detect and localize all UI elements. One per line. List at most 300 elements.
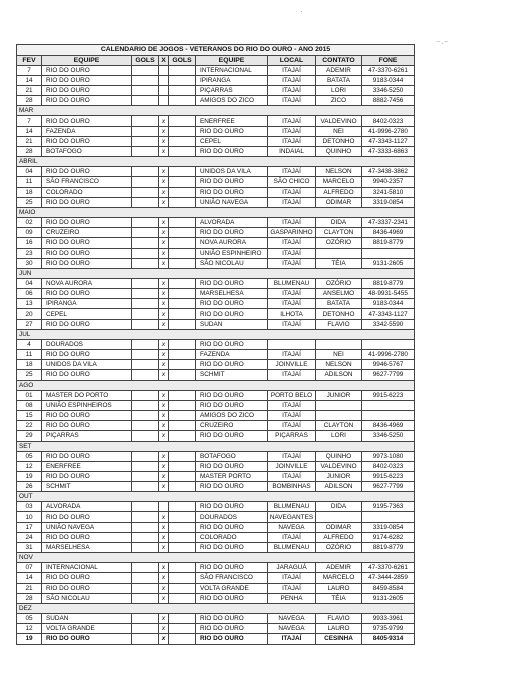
away-goals: [169, 147, 196, 157]
versus-mark: x: [159, 431, 169, 441]
match-day: 21: [17, 136, 42, 146]
match-row: [17, 278, 415, 288]
home-goals: [132, 116, 159, 126]
match-local: ITAJAÍ: [268, 410, 316, 420]
match-row: [17, 177, 415, 187]
away-team: RIO DO OURO: [196, 613, 268, 623]
match-day: 20: [17, 309, 42, 319]
match-contact: NELSON: [316, 167, 362, 177]
match-contact: BATATA: [316, 299, 362, 309]
match-day: 02: [17, 217, 42, 227]
versus-mark: x: [159, 228, 169, 238]
col-versus: X: [159, 55, 169, 65]
match-day: 01: [17, 390, 42, 400]
match-phone: 41-9996-2780: [362, 126, 415, 136]
match-contact: DIDA: [316, 502, 362, 512]
home-goals: [132, 563, 159, 573]
home-goals: [132, 400, 159, 410]
away-goals: [169, 309, 196, 319]
match-contact: [316, 512, 362, 522]
away-goals: [169, 482, 196, 492]
away-goals: [169, 258, 196, 268]
match-contact: MARCELO: [316, 573, 362, 583]
match-row: [17, 400, 415, 410]
home-team: MASTER DO PORTO: [42, 390, 132, 400]
match-row: [17, 431, 415, 441]
home-team: CEPEL: [42, 309, 132, 319]
away-goals: [169, 126, 196, 136]
match-local: ITAJAÍ: [268, 421, 316, 431]
match-day: 19: [17, 471, 42, 481]
versus-mark: x: [159, 258, 169, 268]
home-goals: [132, 360, 159, 370]
match-local: ILHOTA: [268, 309, 316, 319]
match-phone: 8436-4969: [362, 228, 415, 238]
away-team: MASTER PORTO: [196, 471, 268, 481]
home-goals: [132, 238, 159, 248]
versus-mark: x: [159, 421, 169, 431]
away-team: RIO DO OURO: [196, 624, 268, 634]
match-contact: [316, 400, 362, 410]
home-goals: [132, 278, 159, 288]
match-contact: LAURO: [316, 583, 362, 593]
match-row: [17, 421, 415, 431]
home-team: ENERFREE: [42, 461, 132, 471]
away-goals: [169, 96, 196, 106]
home-goals: [132, 136, 159, 146]
match-local: ITAJAÍ: [268, 86, 316, 96]
home-team: RIO DO OURO: [42, 583, 132, 593]
home-goals: [132, 451, 159, 461]
col-home-team: EQUIPE: [42, 55, 132, 65]
match-phone: 9915-6223: [362, 390, 415, 400]
away-goals: [169, 136, 196, 146]
month-label: JUN: [17, 268, 415, 278]
match-contact: ADEMIR: [316, 563, 362, 573]
home-goals: [132, 461, 159, 471]
away-team: RIO DO OURO: [196, 390, 268, 400]
home-goals: [132, 522, 159, 532]
match-phone: 8405-9314: [362, 634, 415, 644]
home-team: RIO DO OURO: [42, 258, 132, 268]
home-goals: [132, 573, 159, 583]
match-day: 28: [17, 96, 42, 106]
versus-mark: [159, 86, 169, 96]
match-phone: 3319-0854: [362, 197, 415, 207]
match-day: 24: [17, 532, 42, 542]
away-goals: [169, 339, 196, 349]
versus-mark: x: [159, 299, 169, 309]
match-phone: 9131-2605: [362, 593, 415, 603]
home-goals: [132, 177, 159, 187]
away-team: BOTAFOGO: [196, 451, 268, 461]
away-team: CRUZEIRO: [196, 421, 268, 431]
match-local: NAVEGANTES: [268, 512, 316, 522]
versus-mark: x: [159, 593, 169, 603]
match-day: 22: [17, 421, 42, 431]
match-contact: DETONHO: [316, 309, 362, 319]
match-row: [17, 126, 415, 136]
home-team: RIO DO OURO: [42, 421, 132, 431]
match-local: [268, 339, 316, 349]
match-row: [17, 370, 415, 380]
match-row: [17, 147, 415, 157]
match-contact: JUNIOR: [316, 390, 362, 400]
home-goals: [132, 228, 159, 238]
col-away-goals: GOLS: [169, 55, 196, 65]
month-row: [17, 157, 415, 167]
match-phone: 47-3444-2859: [362, 573, 415, 583]
home-team: RIO DO OURO: [42, 136, 132, 146]
versus-mark: x: [159, 471, 169, 481]
match-row: [17, 299, 415, 309]
away-team: UNIÃO ESPINHEIRO: [196, 248, 268, 258]
match-local: ITAJAÍ: [268, 634, 316, 644]
col-month: FEV: [17, 55, 42, 65]
away-goals: [169, 289, 196, 299]
away-goals: [169, 563, 196, 573]
match-day: 12: [17, 624, 42, 634]
month-row: [17, 380, 415, 390]
away-team: RIO DO OURO: [196, 482, 268, 492]
match-day: 18: [17, 360, 42, 370]
match-contact: NELSON: [316, 360, 362, 370]
match-phone: 8402-0323: [362, 116, 415, 126]
match-row: [17, 309, 415, 319]
match-phone: 8402-0323: [362, 461, 415, 471]
match-row: [17, 319, 415, 329]
home-team: VOLTA GRANDE: [42, 624, 132, 634]
match-row: [17, 613, 415, 623]
versus-mark: x: [159, 563, 169, 573]
month-row: [17, 106, 415, 116]
versus-mark: x: [159, 248, 169, 258]
away-team: UNIÃO NAVEGA: [196, 197, 268, 207]
home-goals: [132, 370, 159, 380]
away-team: ALVORADA: [196, 217, 268, 227]
match-local: ITAJAÍ: [268, 217, 316, 227]
versus-mark: x: [159, 278, 169, 288]
versus-mark: x: [159, 360, 169, 370]
away-team: IPIRANGA: [196, 75, 268, 85]
home-team: RIO DO OURO: [42, 248, 132, 258]
match-day: 10: [17, 512, 42, 522]
away-team: RIO DO OURO: [196, 278, 268, 288]
match-day: 03: [17, 502, 42, 512]
match-local: ITAJAÍ: [268, 289, 316, 299]
match-contact: CLAYTON: [316, 421, 362, 431]
match-day: 26: [17, 482, 42, 492]
match-row: [17, 532, 415, 542]
match-row: [17, 289, 415, 299]
match-contact: ODIMAR: [316, 197, 362, 207]
match-local: NAVEGA: [268, 624, 316, 634]
away-goals: [169, 197, 196, 207]
match-local: ITAJAÍ: [268, 299, 316, 309]
match-local: PENHA: [268, 593, 316, 603]
match-phone: 9915-6223: [362, 471, 415, 481]
away-team: AMIGOS DO ZICO: [196, 96, 268, 106]
match-day: 12: [17, 461, 42, 471]
match-local: BLUMENAU: [268, 543, 316, 553]
match-day: 30: [17, 258, 42, 268]
home-team: UNIÃO NAVEGA: [42, 522, 132, 532]
home-goals: [132, 187, 159, 197]
month-row: [17, 553, 415, 563]
home-team: COLORADO: [42, 187, 132, 197]
match-local: ITAJAÍ: [268, 319, 316, 329]
away-team: RIO DO OURO: [196, 309, 268, 319]
home-team: CRUZEIRO: [42, 228, 132, 238]
match-row: [17, 583, 415, 593]
match-row: [17, 75, 415, 85]
away-team: AMIGOS DO ZICO: [196, 410, 268, 420]
away-goals: [169, 461, 196, 471]
away-goals: [169, 238, 196, 248]
match-day: 7: [17, 65, 42, 75]
away-team: RIO DO OURO: [196, 502, 268, 512]
away-team: RIO DO OURO: [196, 299, 268, 309]
match-phone: 9131-2605: [362, 258, 415, 268]
match-phone: [362, 248, 415, 258]
versus-mark: x: [159, 624, 169, 634]
month-label: SET: [17, 441, 415, 451]
home-goals: [132, 126, 159, 136]
month-row: [17, 207, 415, 217]
versus-mark: x: [159, 319, 169, 329]
match-contact: DETONHO: [316, 136, 362, 146]
match-row: [17, 634, 415, 644]
home-team: RIO DO OURO: [42, 238, 132, 248]
away-goals: [169, 278, 196, 288]
home-team: SUDAN: [42, 613, 132, 623]
home-goals: [132, 583, 159, 593]
match-contact: LORI: [316, 86, 362, 96]
month-label: DEZ: [17, 603, 415, 613]
home-team: SÃO NICOLAU: [42, 593, 132, 603]
away-team: FAZENDA: [196, 350, 268, 360]
home-goals: [132, 258, 159, 268]
match-day: 15: [17, 410, 42, 420]
match-day: 25: [17, 370, 42, 380]
away-goals: [169, 410, 196, 420]
match-local: JARAGUÁ: [268, 563, 316, 573]
match-phone: 8819-8779: [362, 278, 415, 288]
match-local: ITAJAÍ: [268, 583, 316, 593]
home-goals: [132, 147, 159, 157]
match-day: 19: [17, 634, 42, 644]
away-goals: [169, 228, 196, 238]
scan-mark: ·: [300, 6, 303, 16]
versus-mark: x: [159, 512, 169, 522]
home-team: FAZENDA: [42, 126, 132, 136]
home-goals: [132, 309, 159, 319]
away-goals: [169, 421, 196, 431]
away-team: COLORADO: [196, 532, 268, 542]
away-goals: [169, 583, 196, 593]
match-contact: DIDA: [316, 217, 362, 227]
versus-mark: x: [159, 147, 169, 157]
away-goals: [169, 167, 196, 177]
match-row: [17, 187, 415, 197]
home-team: RIO DO OURO: [42, 116, 132, 126]
away-goals: [169, 187, 196, 197]
match-phone: [362, 512, 415, 522]
home-goals: [132, 319, 159, 329]
versus-mark: x: [159, 532, 169, 542]
match-contact: ODIMAR: [316, 522, 362, 532]
home-goals: [132, 410, 159, 420]
match-day: 08: [17, 400, 42, 410]
match-row: [17, 563, 415, 573]
match-contact: QUINHO: [316, 147, 362, 157]
home-team: RIO DO OURO: [42, 634, 132, 644]
versus-mark: x: [159, 217, 169, 227]
match-day: 21: [17, 583, 42, 593]
home-team: RIO DO OURO: [42, 319, 132, 329]
away-goals: [169, 471, 196, 481]
match-row: [17, 593, 415, 603]
match-phone: 3346-5250: [362, 86, 415, 96]
home-team: RIO DO OURO: [42, 96, 132, 106]
match-row: [17, 238, 415, 248]
home-team: RIO DO OURO: [42, 350, 132, 360]
match-contact: FLAVIO: [316, 319, 362, 329]
versus-mark: [159, 75, 169, 85]
home-team: RIO DO OURO: [42, 65, 132, 75]
away-goals: [169, 370, 196, 380]
match-contact: VALDEVINO: [316, 461, 362, 471]
match-phone: 41-9996-2780: [362, 350, 415, 360]
match-contact: MARCELO: [316, 177, 362, 187]
home-goals: [132, 593, 159, 603]
match-row: [17, 543, 415, 553]
match-row: [17, 512, 415, 522]
away-team: RIO DO OURO: [196, 543, 268, 553]
match-local: ITAJAÍ: [268, 451, 316, 461]
away-team: DOURADOS: [196, 512, 268, 522]
match-local: ITAJAÍ: [268, 126, 316, 136]
home-goals: [132, 512, 159, 522]
versus-mark: x: [159, 339, 169, 349]
home-goals: [132, 543, 159, 553]
match-local: ITAJAÍ: [268, 400, 316, 410]
away-goals: [169, 431, 196, 441]
match-contact: ANSELMO: [316, 289, 362, 299]
month-label: MAR: [17, 106, 415, 116]
home-team: INTERNACIONAL: [42, 563, 132, 573]
month-row: [17, 603, 415, 613]
versus-mark: x: [159, 187, 169, 197]
away-team: RIO DO OURO: [196, 431, 268, 441]
away-goals: [169, 634, 196, 644]
away-team: NOVA AURORA: [196, 238, 268, 248]
away-team: SCHMIT: [196, 370, 268, 380]
versus-mark: x: [159, 167, 169, 177]
match-day: 05: [17, 451, 42, 461]
match-day: 04: [17, 278, 42, 288]
versus-mark: x: [159, 410, 169, 420]
versus-mark: x: [159, 116, 169, 126]
home-goals: [132, 502, 159, 512]
header-row: [17, 55, 415, 65]
home-goals: [132, 339, 159, 349]
home-team: RIO DO OURO: [42, 532, 132, 542]
home-team: PIÇARRAS: [42, 431, 132, 441]
home-team: SCHMIT: [42, 482, 132, 492]
match-local: ITAJAÍ: [268, 258, 316, 268]
versus-mark: x: [159, 451, 169, 461]
home-team: UNIDOS DA VILA: [42, 360, 132, 370]
match-phone: 9174-6282: [362, 532, 415, 542]
match-local: NAVEGA: [268, 613, 316, 623]
match-day: 14: [17, 126, 42, 136]
match-local: ITAJAÍ: [268, 136, 316, 146]
versus-mark: x: [159, 634, 169, 644]
match-phone: 47-3333-6863: [362, 147, 415, 157]
match-contact: LORI: [316, 431, 362, 441]
match-day: 28: [17, 593, 42, 603]
away-team: RIO DO OURO: [196, 187, 268, 197]
versus-mark: x: [159, 136, 169, 146]
home-goals: [132, 75, 159, 85]
match-phone: 3346-5250: [362, 431, 415, 441]
match-row: [17, 482, 415, 492]
home-team: RIO DO OURO: [42, 451, 132, 461]
home-goals: [132, 471, 159, 481]
away-goals: [169, 451, 196, 461]
match-phone: 8436-4969: [362, 421, 415, 431]
month-label: JUL: [17, 329, 415, 339]
home-team: RIO DO OURO: [42, 289, 132, 299]
home-goals: [132, 532, 159, 542]
versus-mark: x: [159, 289, 169, 299]
month-row: [17, 441, 415, 451]
match-phone: 8819-8779: [362, 543, 415, 553]
versus-mark: x: [159, 522, 169, 532]
home-team: DOURADOS: [42, 339, 132, 349]
versus-mark: x: [159, 461, 169, 471]
col-away-team: EQUIPE: [196, 55, 268, 65]
match-phone: 48-9931-5455: [362, 289, 415, 299]
schedule-table: [16, 44, 415, 645]
home-goals: [132, 624, 159, 634]
versus-mark: x: [159, 309, 169, 319]
match-contact: LAURO: [316, 624, 362, 634]
month-label: NOV: [17, 553, 415, 563]
match-row: [17, 339, 415, 349]
match-contact: CESINHA: [316, 634, 362, 644]
away-goals: [169, 248, 196, 258]
col-phone: FONE: [362, 55, 415, 65]
home-team: RIO DO OURO: [42, 86, 132, 96]
versus-mark: x: [159, 573, 169, 583]
match-day: 11: [17, 350, 42, 360]
match-phone: 47-3337-2341: [362, 217, 415, 227]
match-row: [17, 350, 415, 360]
home-team: RIO DO OURO: [42, 471, 132, 481]
match-row: [17, 461, 415, 471]
away-team: RIO DO OURO: [196, 522, 268, 532]
away-goals: [169, 613, 196, 623]
scan-mark: ⁻·⁻: [436, 38, 449, 48]
versus-mark: x: [159, 543, 169, 553]
versus-mark: x: [159, 238, 169, 248]
away-goals: [169, 177, 196, 187]
match-local: ITAJAÍ: [268, 167, 316, 177]
away-goals: [169, 532, 196, 542]
away-team: RIO DO OURO: [196, 563, 268, 573]
